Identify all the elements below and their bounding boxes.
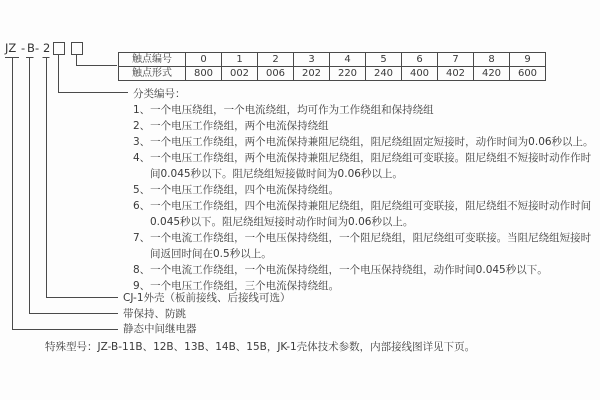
table-cell: 7: [438, 53, 474, 67]
row-header-contact-number: 触点编号: [119, 53, 186, 67]
classification-item-7-cont: 间返回时间在0.5秒以上。: [150, 248, 272, 260]
model-separator: -: [35, 41, 40, 55]
leader-relay-type: [13, 58, 119, 330]
classification-item-6-cont: 0.045秒以下。阻尼绕组短接时动作时间为0.06秒以上。: [150, 216, 414, 228]
classification-item-2: 2、一个电压工作绕组，两个电流保持绕组: [133, 120, 329, 132]
table-cell: 5: [366, 53, 402, 67]
table-row-contact-number: [119, 53, 546, 67]
table-cell: 1: [222, 53, 258, 67]
table-cell: 420: [474, 67, 510, 81]
row-header-contact-form: 触点形式: [119, 67, 186, 81]
classification-item-8: 8、一个电流工作绕组，一个电流保持绕组，一个电压保持绕组，动作时间0.045秒以下。: [133, 264, 548, 276]
classification-digit-box: [53, 42, 65, 55]
table-cell: 006: [258, 67, 294, 81]
leader-contact-table: [77, 55, 118, 66]
classification-item-4: 4、一个电压工作绕组，两个电流保持兼阻尼绕组，阻尼绕组可变联接。阻尼绕组不短接时动作作时: [133, 152, 592, 164]
table-cell: 4: [330, 53, 366, 67]
table-cell: 6: [402, 53, 438, 67]
model-design-number: 2: [43, 41, 51, 55]
classification-item-7: 7、一个电流工作绕组，一个电压保持绕组，一个阻尼绕组，阻尼绕组可变联接。当阻尼绕组短接时: [133, 232, 592, 244]
table-cell: 800: [186, 67, 222, 81]
table-cell: 400: [402, 67, 438, 81]
table-cell: 8: [474, 53, 510, 67]
classification-item-3: 3、一个电压工作绕组，两个电流保持兼阻尼绕组，阻尼绕组固定短接时，动作时间为0.06秒以上。: [133, 136, 594, 148]
classification-item-5: 5、一个电压工作绕组，四个电流保持绕组。: [133, 184, 340, 196]
table-cell: 600: [510, 67, 546, 81]
classification-item-4-cont: 间0.045秒以下。阻尼绕组短接做时间为0.06秒以上。: [150, 168, 403, 180]
model-separator: -: [21, 41, 26, 55]
table-cell: 202: [294, 67, 330, 81]
classification-item-1: 1、一个电压绕组，一个电流绕组，均可作为工作绕组和保持绕组: [133, 104, 434, 116]
classification-item-9: 9、一个电压工作绕组，三个电流保持绕组。: [133, 280, 340, 292]
callout-relay-type-label: 静态中间继电器: [123, 323, 197, 335]
table-cell: 402: [438, 67, 474, 81]
table-cell: 9: [510, 53, 546, 67]
model-series-code: JZ: [5, 41, 17, 55]
table-cell: 240: [366, 67, 402, 81]
special-models-note: 特殊型号：JZ-B-11B、12B、13B、14B、15B，JK-1壳体技术参数，内部接线图详见下页。: [45, 341, 476, 353]
table-cell: 2: [258, 53, 294, 67]
callout-hold-label: 带保持、防跳: [123, 308, 186, 320]
contact-code-table: [118, 52, 546, 81]
table-cell: 002: [222, 67, 258, 81]
model-variant-code: B: [27, 41, 35, 55]
classification-list: [133, 86, 594, 294]
table-cell: 220: [330, 67, 366, 81]
leader-hold: [30, 58, 119, 314]
table-row-contact-form: [119, 67, 546, 81]
classification-item-6: 6、一个电压工作绕组，四个电流保持兼阻尼绕组，阻尼绕组可变联接，阻尼绕组不短接时动作时间: [133, 200, 592, 212]
table-cell: 3: [294, 53, 330, 67]
classification-title: 分类编号：: [133, 88, 186, 100]
callout-case-label: CJ-1外壳（板前接线、后接线可选）: [123, 292, 291, 304]
leader-case: [47, 58, 119, 298]
table-cell: 0: [186, 53, 222, 67]
contact-digit-box: [71, 42, 83, 55]
